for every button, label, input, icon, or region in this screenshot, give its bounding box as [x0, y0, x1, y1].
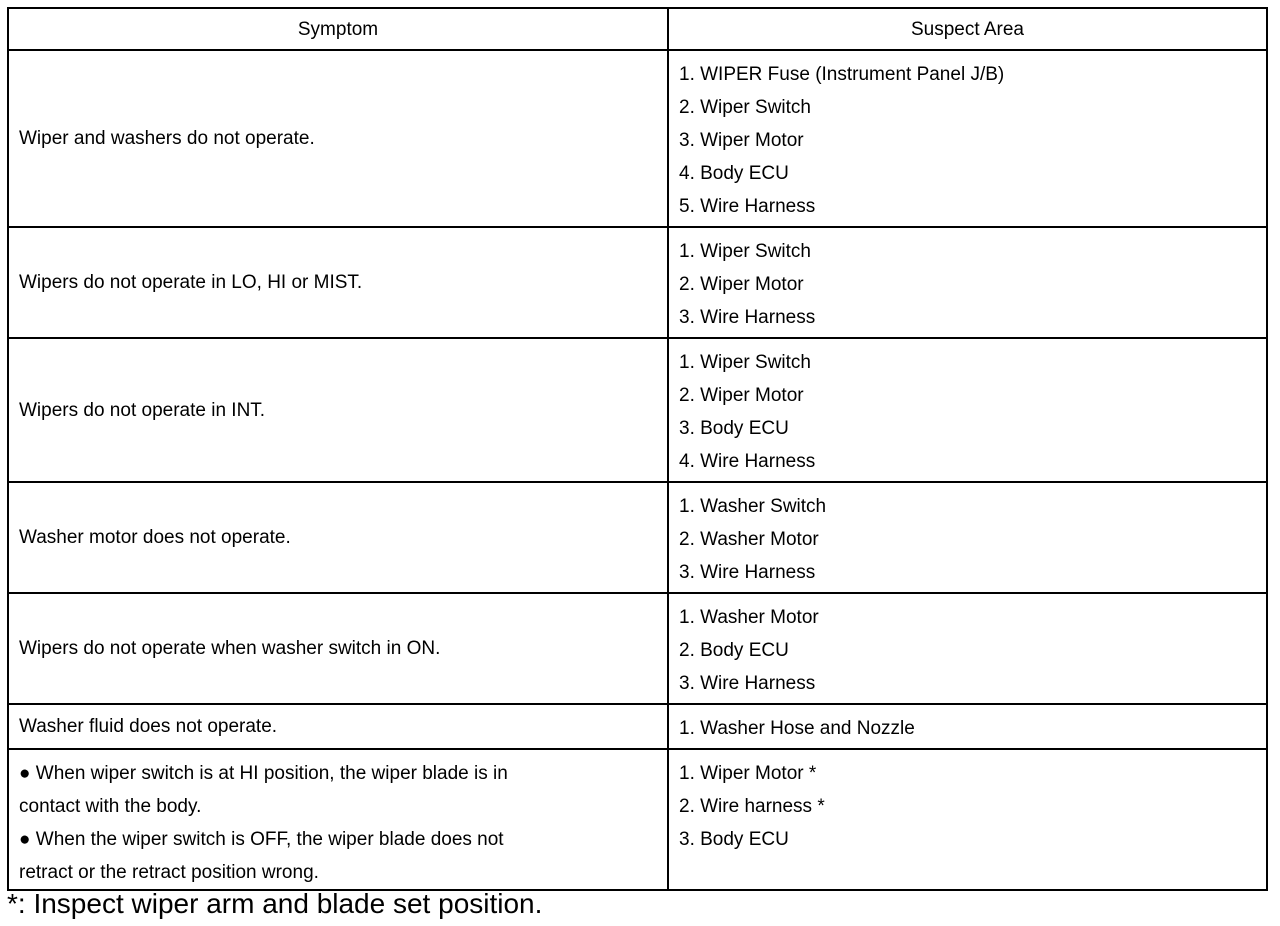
symptom-cell [8, 482, 668, 593]
suspect-area-item: 1. Wiper Switch [679, 241, 811, 262]
suspect-area-item: 5. Wire Harness [679, 196, 816, 217]
symptom-text: Wipers do not operate in LO, HI or MIST. [19, 272, 363, 293]
table-row [8, 338, 1267, 482]
symptom-text: ● When the wiper switch is OFF, the wiper blade does not [19, 829, 504, 850]
table-row [8, 482, 1267, 593]
symptom-text: ● When wiper switch is at HI position, the wiper blade is in [19, 763, 508, 784]
suspect-area-item: 1. WIPER Fuse (Instrument Panel J/B) [679, 64, 1005, 85]
suspect-area-cell [668, 227, 1267, 338]
symptom-cell [8, 50, 668, 227]
suspect-area-list [679, 346, 1266, 478]
suspect-area-list [679, 490, 1266, 589]
suspect-area-item: 3. Body ECU [679, 418, 789, 439]
symptom-table [7, 7, 1268, 891]
symptom-text: Wipers do not operate when washer switch in ON. [19, 638, 441, 659]
suspect-area-item: 3. Wiper Motor [679, 130, 804, 151]
suspect-area-item: 2. Wiper Motor [679, 274, 804, 295]
suspect-area-item: 3. Wire Harness [679, 307, 816, 328]
suspect-area-item: 3. Wire Harness [679, 673, 816, 694]
suspect-area-item: 1. Wiper Switch [679, 352, 811, 373]
symptom-text: contact with the body. [19, 796, 202, 817]
table-row [8, 227, 1267, 338]
suspect-area-list [679, 601, 1266, 700]
table-row [8, 593, 1267, 704]
suspect-area-item: 3. Body ECU [679, 829, 789, 850]
suspect-area-cell [668, 749, 1267, 890]
suspect-area-item: 1. Washer Switch [679, 496, 827, 517]
symptom-text: Washer motor does not operate. [19, 527, 291, 548]
suspect-area-item: 3. Wire Harness [679, 562, 816, 583]
suspect-area-cell [668, 338, 1267, 482]
table-row [8, 704, 1267, 749]
suspect-area-item: 1. Wiper Motor * [679, 763, 817, 784]
symptom-cell [8, 593, 668, 704]
table-body [8, 50, 1267, 890]
symptom-cell [8, 338, 668, 482]
symptom-text: Wiper and washers do not operate. [19, 128, 315, 149]
symptom-text: retract or the retract position wrong. [19, 862, 319, 883]
suspect-area-item: 4. Body ECU [679, 163, 789, 184]
header-suspect-area: Suspect Area [668, 8, 1267, 50]
suspect-area-item: 2. Wiper Motor [679, 385, 804, 406]
suspect-area-cell [668, 704, 1267, 749]
suspect-area-cell [668, 593, 1267, 704]
suspect-area-list [679, 757, 1266, 856]
suspect-area-cell [668, 50, 1267, 227]
symptom-cell [8, 704, 668, 749]
suspect-area-list [679, 712, 1266, 745]
header-symptom: Symptom [8, 8, 668, 50]
symptom-text: Washer fluid does not operate. [19, 716, 278, 737]
suspect-area-item: 2. Body ECU [679, 640, 789, 661]
suspect-area-item: 2. Wiper Switch [679, 97, 811, 118]
footnote: *: Inspect wiper arm and blade set position. [7, 888, 543, 919]
suspect-area-item: 1. Washer Hose and Nozzle [679, 718, 915, 739]
table-row [8, 50, 1267, 227]
table-row [8, 749, 1267, 890]
suspect-area-item: 1. Washer Motor [679, 607, 819, 628]
symptom-cell [8, 749, 668, 890]
symptom-cell [8, 227, 668, 338]
suspect-area-item: 4. Wire Harness [679, 451, 816, 472]
table-header-row [8, 8, 1267, 50]
suspect-area-list [679, 235, 1266, 334]
suspect-area-item: 2. Washer Motor [679, 529, 819, 550]
suspect-area-list [679, 58, 1266, 223]
suspect-area-item: 2. Wire harness * [679, 796, 825, 817]
suspect-area-cell [668, 482, 1267, 593]
symptom-text: Wipers do not operate in INT. [19, 399, 266, 421]
